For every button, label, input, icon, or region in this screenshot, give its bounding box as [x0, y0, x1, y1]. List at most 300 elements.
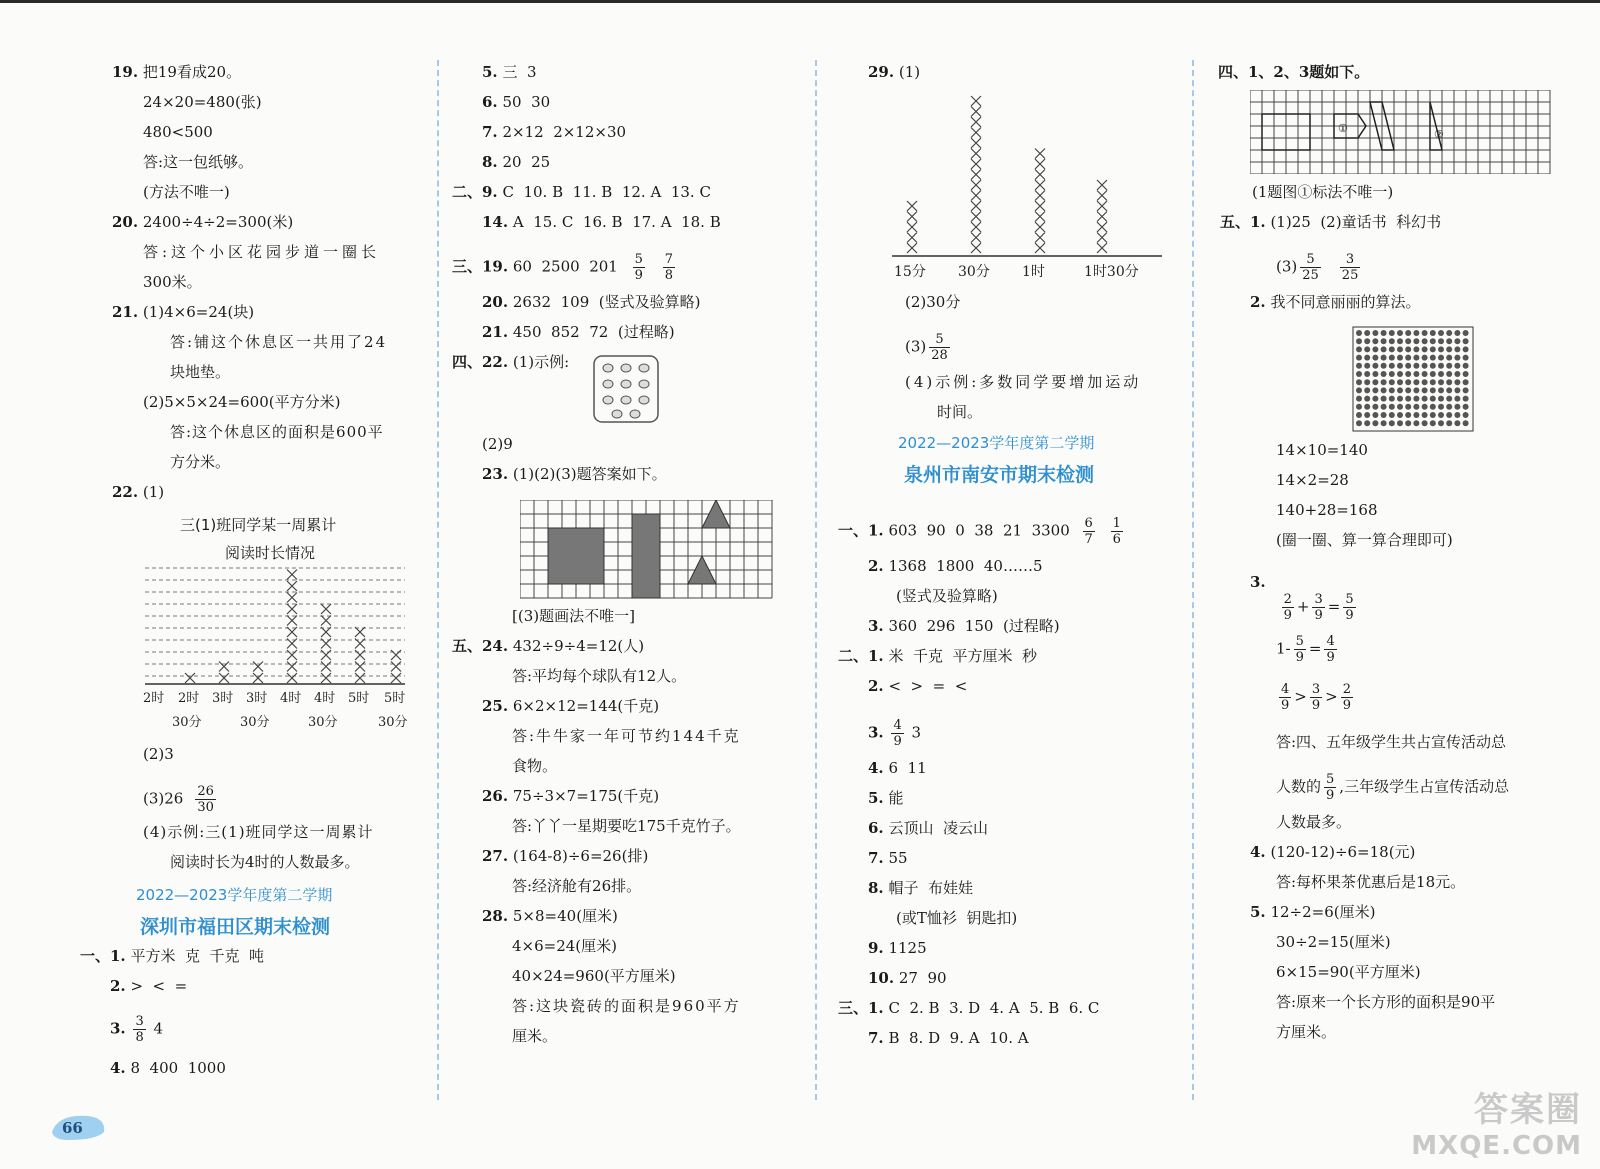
answer-text: 厘米。	[512, 1027, 558, 1045]
x-tick-label: 30分	[378, 715, 408, 730]
tally-mark	[287, 604, 297, 614]
dot	[1397, 355, 1403, 361]
q-number: 22.	[112, 483, 139, 501]
dot	[1372, 387, 1378, 393]
answer-text: (1)	[898, 63, 921, 81]
answer-text: (1)25 (2)童话书 科幻书	[1270, 213, 1442, 231]
tally-mark	[321, 673, 331, 683]
tally-mark	[907, 222, 917, 232]
answer-text: 答:原来一个长方形的面积是90平	[1276, 993, 1496, 1011]
q-number: 2.	[868, 557, 884, 575]
dot	[1413, 404, 1419, 410]
fraction: $\frac{2}{9}$	[1342, 682, 1351, 713]
dot	[1413, 420, 1419, 426]
answer-text: (2)9	[482, 435, 513, 453]
tally-mark	[287, 616, 297, 626]
tally-mark	[971, 96, 981, 106]
tally-mark	[971, 233, 981, 243]
dot	[1463, 396, 1469, 402]
answer-text: 6×15=90(平方厘米)	[1276, 963, 1421, 981]
watermark-logo: 答案圈	[1474, 1090, 1582, 1130]
dot	[1413, 412, 1419, 418]
dot	[1430, 355, 1436, 361]
dot	[1372, 355, 1378, 361]
dot	[1397, 379, 1403, 385]
dot	[1356, 371, 1362, 377]
answer-text: 答:这个小区花园步道一圈长	[143, 243, 381, 261]
dot	[1454, 404, 1460, 410]
tally-mark	[971, 180, 981, 190]
fraction: $\frac{4}{9}$	[893, 718, 902, 749]
tally-mark	[1097, 191, 1107, 201]
answer-text: 12÷2=6(厘米)	[1270, 903, 1376, 921]
section-heading: 四、1、2、3题如下。	[1218, 63, 1370, 81]
dot	[1405, 420, 1411, 426]
tally-mark	[391, 650, 401, 660]
tally-mark	[287, 593, 297, 603]
answer-text: A 15. C 16. B 17. A 18. B	[512, 213, 721, 231]
q-number: 一、1.	[80, 947, 126, 965]
answer-text: [(3)题画法不唯一]	[512, 607, 635, 625]
dot	[1454, 330, 1460, 336]
tally-mark	[321, 616, 331, 626]
dot	[1397, 338, 1403, 344]
tally-mark	[1035, 201, 1045, 211]
q-number: 5.	[868, 789, 884, 807]
dot	[1356, 330, 1362, 336]
dot	[1422, 379, 1428, 385]
dot	[1422, 363, 1428, 369]
answer-text: 答:牛牛家一年可节约144千克	[512, 727, 741, 745]
q-number: 2.	[110, 977, 126, 995]
dot	[1364, 387, 1370, 393]
svg-text:①: ①	[1338, 122, 1348, 135]
q-number: 20.	[112, 213, 139, 231]
page-number: 66	[62, 1119, 83, 1137]
dot	[1405, 330, 1411, 336]
answer-text: (1)4×6=24(块)	[142, 303, 255, 321]
q-number: 27.	[482, 847, 509, 865]
answer-text: 人数的	[1276, 777, 1322, 796]
dot	[1463, 404, 1469, 410]
dot	[1372, 404, 1378, 410]
dot	[1356, 412, 1362, 418]
dot	[1397, 412, 1403, 418]
answer-text: (2)5×5×24=600(平方分米)	[143, 393, 341, 411]
dot	[1372, 371, 1378, 377]
dot	[1454, 338, 1460, 344]
answer-text: 答:这块瓷砖的面积是960平方	[512, 997, 741, 1015]
dot	[1454, 371, 1460, 377]
dot	[1438, 379, 1444, 385]
q-number: 2.	[1250, 293, 1266, 311]
dot	[1389, 363, 1395, 369]
answer-text: (1)示例:	[512, 353, 570, 371]
answer-text: (3)	[1276, 257, 1298, 276]
tally-mark	[321, 627, 331, 637]
dot	[1381, 371, 1387, 377]
dot	[1356, 420, 1362, 426]
dot	[1381, 355, 1387, 361]
tally-mark	[971, 222, 981, 232]
tally-mark	[971, 170, 981, 180]
answer-text: (1)(2)(3)题答案如下。	[512, 465, 667, 483]
tally-mark	[1035, 233, 1045, 243]
dot	[1446, 387, 1452, 393]
dot	[1413, 379, 1419, 385]
answer-text: < > = <	[888, 677, 968, 695]
tally-mark	[287, 673, 297, 683]
answer-text: 答:这一包纸够。	[143, 153, 254, 171]
tally-mark	[971, 117, 981, 127]
dot	[1463, 355, 1469, 361]
dot	[1430, 338, 1436, 344]
tally-mark	[287, 570, 297, 580]
dot	[1413, 330, 1419, 336]
column-divider	[437, 60, 439, 1100]
dot	[1356, 379, 1362, 385]
fraction: $\frac{1}{6}$	[1112, 516, 1121, 547]
answer-text: 阅读时长为4时的人数最多。	[170, 853, 360, 871]
dot	[1430, 371, 1436, 377]
dot	[1381, 387, 1387, 393]
exercise-time-chart	[892, 88, 1172, 288]
dot	[1430, 412, 1436, 418]
dot	[1463, 420, 1469, 426]
dot	[1438, 355, 1444, 361]
tally-mark	[1035, 180, 1045, 190]
answer-text: 我不同意丽丽的算法。	[1270, 293, 1421, 311]
answer-text: (120-12)÷6=18(元)	[1270, 843, 1416, 861]
fraction: $\frac{2}{9}$	[1283, 592, 1292, 623]
answer-text: (3)	[905, 337, 927, 356]
fraction: $\frac{5}{28}$	[931, 332, 948, 363]
q-number: 2.	[868, 677, 884, 695]
x-tick-label: 1时30分	[1084, 264, 1139, 280]
dot	[1372, 330, 1378, 336]
dot	[1413, 355, 1419, 361]
dot	[1405, 363, 1411, 369]
dot	[1438, 420, 1444, 426]
q-number: 4.	[1250, 843, 1266, 861]
dot	[1430, 363, 1436, 369]
q-number: 7.	[868, 849, 884, 867]
column-divider	[1192, 60, 1194, 1100]
dot	[1381, 396, 1387, 402]
dot	[1372, 420, 1378, 426]
dot	[1389, 355, 1395, 361]
dot	[1364, 420, 1370, 426]
q-number: 二、1.	[838, 647, 884, 665]
top-rule	[0, 0, 1600, 3]
x-tick-label: 1时	[1022, 264, 1045, 280]
fraction: $\frac{5}{9}$	[1345, 592, 1354, 623]
q-number: 26.	[482, 787, 509, 805]
dot	[1454, 396, 1460, 402]
tally-mark	[321, 639, 331, 649]
dot	[1430, 346, 1436, 352]
tally-mark	[355, 673, 365, 683]
tally-mark	[253, 662, 263, 672]
answer-text: 帽子 布娃娃	[888, 879, 973, 897]
tally-mark	[1035, 159, 1045, 169]
dot	[1372, 412, 1378, 418]
answer-text: 方分米。	[170, 453, 231, 471]
x-tick-label: 5时	[384, 691, 406, 706]
answer-text: 8 400 1000	[130, 1059, 226, 1077]
q-number: 3.	[868, 617, 884, 635]
section-year: 2022—2023学年度第二学期	[898, 434, 1095, 452]
answer-text: 能	[888, 789, 904, 807]
candy-group-figure	[592, 354, 662, 426]
dot	[1364, 363, 1370, 369]
answer-text: 平方米 克 千克 吨	[130, 947, 265, 965]
answer-text: (圈一圈、算一算合理即可)	[1276, 531, 1453, 549]
tally-mark	[185, 673, 195, 683]
q-number: 6.	[482, 93, 498, 111]
answer-text: 140+28=168	[1276, 501, 1378, 519]
dot	[1454, 387, 1460, 393]
answer-text: 50 30	[502, 93, 551, 111]
tally-mark	[971, 191, 981, 201]
dot	[1356, 404, 1362, 410]
answer-page: 19. 把19看成20。 24×20=480(张) 480<500 答:这一包纸够。 (方法不唯一) 20. 2400÷4÷2=300(米) 答:这个小区花园步道一圈长 300米。 21. (1)4×6=24(块) 答:铺这个休息区一共用了24 块地垫。 (2)5×5×24=600(平方分米) 答:这个休息区的面积是600平 方分米。 22. (1) 三(1)班同学某一周累计 阅读时长情况 2时 2时 3时 3时 4时 4时 5时 5时 30分 30分 30分 30分 (2)3 (3)26 $\frac{26}{30}$ (4)示例:三(1)班同学这一周累计 阅读时长为4时的人数最多。 2022—2023学年度第二学期 深圳市福田区期末检测 一、1. 平方米 克 千克 吨 2. > < = 3. $\frac{3}{8}$ 4 4. 8 400 1000 5. 三 3 6. 50 30 7. 2×12 2×12×30 8. 20 25 二、9. C 10. B 11. B 12. A 13. C 14. A 15. C 16. B 17. A 18. B 三、19. 60 2500 201 $\frac{5}{9}$ $\frac{7}{8}$ 20. 2632 109 (竖式及验算略) 21. 450 852 72 (过程略) 四、22. (1)示例: (2)9 23. (1)(2)(3)题答案如下。 [(3)题画法不唯一] 五、24. 432÷9÷4=12(人) 答:平均每个球队有12人。 25. 6×2×12=144(千克) 答:牛牛家一年可节约144千克 食物。 26. 75÷3×7=175(千克) 答:丫丫一星期要吃175千克竹子。 27. (164-8)÷6=26(排) 答:经济舱有26排。 28. 5×8=40(厘米) 4×6=24(厘米) 40×24=960(平方厘米) 答:这块瓷砖的面积是960平方 厘米。 29. (1) 15分 30分 1时 1时30分 (2)30分 (3) $\frac{5}{28}$ (4)示例:多数同学要增加运动 时间。 2022—2023学年度第二学期 泉州市南安市期末检测 一、1. 603 90 0 38 21 3300 $\frac{6}{7}$ $\frac{1}{6}$ 2. 1368 1800 40……5 (竖式及验算略) 3. 360 296 150 (过程略) 二、1. 米 千克 平方厘米 秒 2. < > = < 3. $\frac{4}{9}$ 3 4. 6 11 5. 能 6. 云顶山 凌云山 7. 55 8. 帽子 布娃娃 (或T恤衫 钥匙扣) 9. 1125 10. 27 90 三、1. C 2. B 3. D 4. A 5. B 6. C 7. B 8. D 9. A 10. A 四、1、2、3题如下。 ① ② (1题图①标法不唯一) 五、1. (1)25 (2)童话书 科幻书 (3) $\frac{5}{25}$ $\frac{3}{25}$ 2. 我不同意丽丽的算法。 14×10=140 14×2=28 140+28=168 (圈一圈、算一算合理即可) 3. $\frac{2}{9}$ + $\frac{3}{9}$ = $\frac{5}{9}$ 1- $\frac{5}{9}$ = $\frac{4}{9}$ $\frac{4}{9}$ > $\frac{3}{9}$ > $\frac{2}{9}$ 答:四、五年级学生共占宣传活动总 人数的 $\frac{5}{9}$ ,三年级学生占宣传活动总 人数最多。 4. (120-12)÷6=18(元) 答:每杯果茶优惠后是18元。 5. 12÷2=6(厘米) 30÷2=15(厘米) 6×15=90(平方厘米) 答:原来一个长方形的面积是90平 方厘米。 66 答案圈 MXQE.COM	[0, 0, 1600, 1169]
q-number: 7.	[868, 1029, 884, 1047]
dot	[1405, 355, 1411, 361]
dot	[1430, 330, 1436, 336]
q-number: 23.	[482, 465, 509, 483]
tally-mark	[355, 627, 365, 637]
dot	[1389, 420, 1395, 426]
answer-text: ,三年级学生占宣传活动总	[1339, 777, 1510, 796]
dot	[1364, 412, 1370, 418]
answer-text: 75÷3×7=175(千克)	[512, 787, 660, 805]
q-number: 20.	[482, 293, 509, 311]
dot	[1422, 412, 1428, 418]
q-number: 3.	[110, 1019, 126, 1038]
dot	[1463, 387, 1469, 393]
answer-text: 27 90	[898, 969, 947, 987]
fraction: $\frac{5}{9}$	[634, 252, 643, 283]
answer-text: 把19看成20。	[142, 63, 242, 81]
q-number: 五、24.	[452, 637, 509, 655]
x-tick-label: 3时	[246, 691, 268, 706]
tally-mark	[287, 581, 297, 591]
dot	[1422, 355, 1428, 361]
x-tick-label: 2时	[143, 691, 165, 706]
x-tick-label: 3时	[212, 691, 234, 706]
q-number: 21.	[482, 323, 509, 341]
dot	[1389, 330, 1395, 336]
answer-text: (4)示例:多数同学要增加运动	[905, 373, 1142, 391]
dot	[1422, 346, 1428, 352]
tally-mark	[1035, 170, 1045, 180]
dot	[1463, 346, 1469, 352]
transform-grid-figure	[1250, 90, 1552, 174]
q-number: 7.	[482, 123, 498, 141]
q-number: 一、1.	[838, 521, 884, 540]
dot	[1463, 412, 1469, 418]
dot	[1446, 363, 1452, 369]
dot	[1405, 404, 1411, 410]
dot	[1397, 363, 1403, 369]
fraction: $\frac{3}{25}$	[1341, 252, 1359, 283]
dot	[1438, 412, 1444, 418]
answer-text: C 2. B 3. D 4. A 5. B 6. C	[888, 999, 1100, 1017]
dot	[1446, 330, 1452, 336]
q-number: 28.	[482, 907, 509, 925]
q-number: 4.	[110, 1059, 126, 1077]
dot	[1372, 396, 1378, 402]
answer-text: (1题图①标法不唯一)	[1252, 183, 1394, 201]
fraction: $\frac{7}{8}$	[664, 252, 673, 283]
dot	[1364, 371, 1370, 377]
dot	[1397, 404, 1403, 410]
answer-text: 20 25	[502, 153, 551, 171]
dot	[1430, 379, 1436, 385]
dot	[1446, 379, 1452, 385]
dot	[1438, 387, 1444, 393]
answer-text: 答:平均每个球队有12人。	[512, 667, 687, 685]
dot	[1422, 404, 1428, 410]
answer-text: 答:铺这个休息区一共用了24	[170, 333, 388, 351]
fraction: $\frac{26}{30}$	[197, 784, 214, 815]
answer-text: 60 2500 201	[512, 257, 618, 276]
answer-text: (2)30分	[905, 293, 961, 311]
answer-text: C 10. B 11. B 12. A 13. C	[502, 183, 711, 201]
answer-text: 块地垫。	[170, 363, 231, 381]
tally-mark	[907, 233, 917, 243]
answer-text: 2632 109 (竖式及验算略)	[512, 293, 701, 311]
q-number: 五、1.	[1220, 213, 1266, 231]
tally-mark	[971, 138, 981, 148]
answer-text: 2400÷4÷2=300(米)	[142, 213, 294, 231]
q-number: 二、9.	[452, 183, 498, 201]
reading-time-chart	[140, 560, 420, 740]
dot	[1381, 346, 1387, 352]
answer-text: 时间。	[937, 403, 983, 421]
answer-text: 6 11	[888, 759, 927, 777]
tally-mark	[971, 243, 981, 253]
answer-text: 云顶山 凌云山	[888, 819, 988, 837]
dot	[1397, 371, 1403, 377]
dot	[1356, 346, 1362, 352]
answer-text: 6×2×12=144(千克)	[512, 697, 660, 715]
tally-mark	[971, 128, 981, 138]
q-number: 3.	[1250, 573, 1266, 591]
tally-mark	[219, 662, 229, 672]
answer-text: 1368 1800 40……5	[888, 557, 1043, 575]
q-number: 9.	[868, 939, 884, 957]
dot	[1405, 379, 1411, 385]
answer-text: 55	[888, 849, 908, 867]
dot	[1381, 404, 1387, 410]
fraction: $\frac{4}{9}$	[1326, 634, 1335, 665]
q-number: 四、22.	[452, 353, 509, 371]
answer-text: (2)3	[143, 745, 174, 763]
dot	[1413, 346, 1419, 352]
dot	[1364, 330, 1370, 336]
q-number: 14.	[482, 213, 509, 231]
answer-text: (164-8)÷6=26(排)	[512, 847, 649, 865]
tally-mark	[971, 107, 981, 117]
answer-text: 432÷9÷4=12(人)	[512, 637, 645, 655]
fraction: $\frac{6}{7}$	[1084, 516, 1093, 547]
page-number-badge	[48, 1110, 108, 1142]
dot	[1422, 420, 1428, 426]
dot	[1364, 379, 1370, 385]
q-number: 25.	[482, 697, 509, 715]
q-number: 21.	[112, 303, 139, 321]
dot	[1454, 379, 1460, 385]
dot	[1356, 396, 1362, 402]
tally-mark	[1035, 149, 1045, 159]
x-tick-label: 30分	[240, 715, 270, 730]
dot	[1405, 338, 1411, 344]
dot	[1422, 396, 1428, 402]
answer-text: 360 296 150 (过程略)	[888, 617, 1060, 635]
chart-title: 三(1)班同学某一周累计	[180, 516, 337, 534]
dot	[1405, 387, 1411, 393]
dot	[1446, 412, 1452, 418]
tally-mark	[1097, 180, 1107, 190]
answer-text: 答:这个休息区的面积是600平	[170, 423, 384, 441]
answer-text: 3	[911, 723, 922, 742]
tally-mark	[971, 212, 981, 222]
tally-mark	[1097, 233, 1107, 243]
tally-mark	[219, 673, 229, 683]
answer-text: 450 852 72 (过程略)	[512, 323, 675, 341]
dot	[1438, 330, 1444, 336]
answer-text: 480<500	[143, 123, 213, 141]
tally-mark	[907, 201, 917, 211]
dot	[1381, 379, 1387, 385]
q-number: 5.	[1250, 903, 1266, 921]
dot	[1446, 404, 1452, 410]
tally-mark	[1097, 243, 1107, 253]
dot	[1381, 363, 1387, 369]
dot	[1389, 346, 1395, 352]
answer-text: 答:丫丫一星期要吃175千克竹子。	[512, 817, 741, 835]
shape-grid-figure	[520, 500, 782, 600]
tally-mark	[321, 650, 331, 660]
answer-text: B 8. D 9. A 10. A	[888, 1029, 1029, 1047]
answer-text: 5×8=40(厘米)	[512, 907, 618, 925]
chart-subtitle: 阅读时长情况	[225, 544, 316, 562]
dot	[1446, 396, 1452, 402]
answer-text: 方厘米。	[1276, 1023, 1337, 1041]
dot	[1356, 363, 1362, 369]
dot	[1422, 387, 1428, 393]
q-number: 10.	[868, 969, 895, 987]
fraction: $\frac{5}{9}$	[1326, 772, 1335, 803]
dot	[1413, 338, 1419, 344]
answer-text: 食物。	[512, 757, 558, 775]
dot	[1446, 371, 1452, 377]
dot	[1381, 420, 1387, 426]
tally-mark	[971, 159, 981, 169]
answer-text: > < =	[130, 977, 188, 995]
tally-mark	[355, 650, 365, 660]
tally-mark	[971, 201, 981, 211]
dot	[1364, 346, 1370, 352]
fraction: $\frac{3}{9}$	[1314, 592, 1323, 623]
answer-text: 三 3	[502, 63, 537, 81]
dot	[1413, 363, 1419, 369]
fraction: $\frac{3}{9}$	[1311, 682, 1321, 713]
dot	[1454, 412, 1460, 418]
fraction: $\frac{5}{25}$	[1302, 252, 1319, 283]
